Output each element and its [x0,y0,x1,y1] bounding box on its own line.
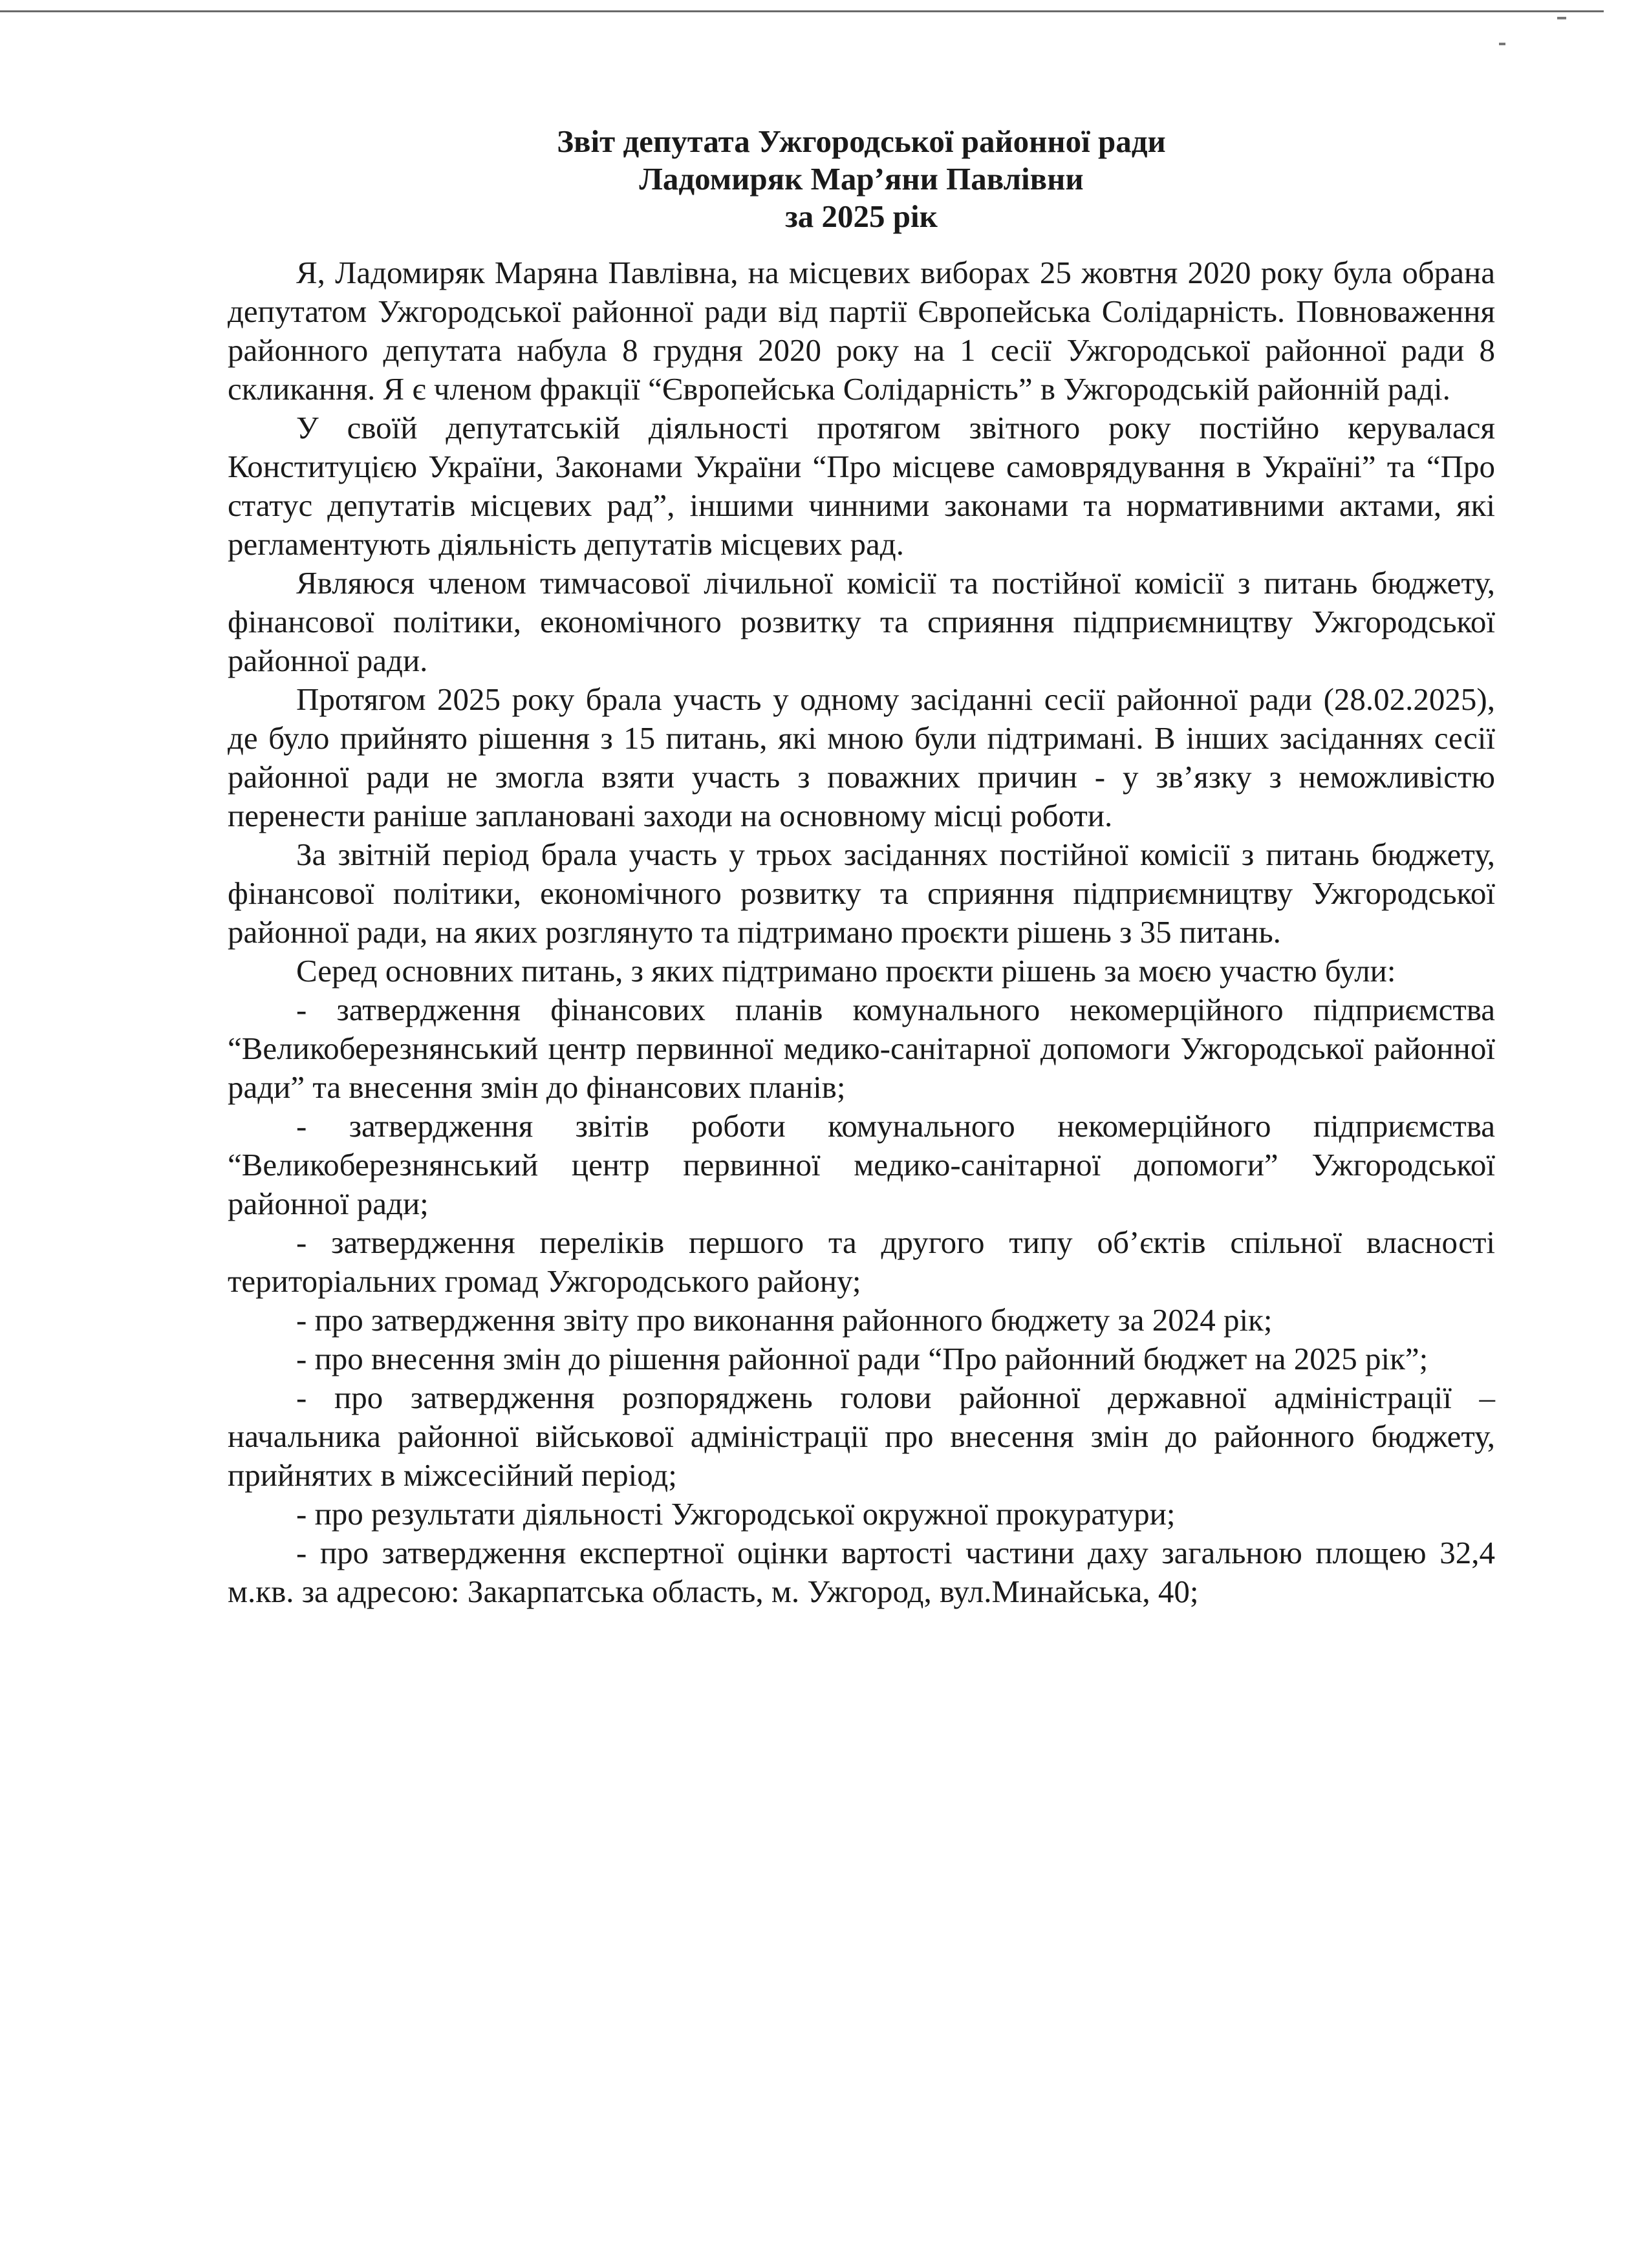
list-item: - затвердження звітів роботи комунального некомерційного підприємства “Великоберезнянський центр первинної медико-санітарної допомоги” Ужгородської районної ради; [228,1108,1495,1221]
list-item: - про результати діяльності Ужгородської окружної прокуратури; [296,1496,1176,1532]
title-line-1: Звіт депутата Ужгородської районної ради [557,123,1166,159]
list-item: - про затвердження звіту про виконання районного бюджету за 2024 рік; [296,1302,1273,1338]
issues-list [228,990,1495,1611]
list-item: - про затвердження розпоряджень голови районної державної адміністрації – начальника районної військової адміністрації про внесення змін до районного бюджету, прийнятих в міжсесійний період; [228,1380,1495,1493]
list-item: - затвердження фінансових планів комунального некомерційного підприємства “Великоберезнянський центр первинної медико-санітарної допомоги Ужгородської районної ради” та внесення змін до фінансових планів; [228,992,1495,1105]
document-body [228,253,1495,1611]
paragraph-main-issues: Серед основних питань, з яких підтримано проєкти рішень за моєю участю були: [296,953,1396,989]
title-line-3: за 2025 рік [785,198,938,234]
paragraph-legal-basis: У своїй депутатській діяльності протягом звітного року постійно керувалася Конституцією України, Законами України “Про місцеве самоврядування в Україні” та “Про статус депутатів місцевих рад”, іншими чинними законами та нормативними актами, які регламентують діяльність депутатів місцевих рад. [228,410,1495,562]
scan-mark [1499,43,1505,45]
scan-border-line [0,10,1604,12]
paragraph-committee: Являюся членом тимчасової лічильної комісії та постійної комісії з питань бюджету, фінансової політики, економічного розвитку та сприяння підприємництву Ужгородської районної ради. [228,565,1495,678]
paragraph-election: Я, Ладомиряк Маряна Павлівна, на місцевих виборах 25 жовтня 2020 року була обрана депутатом Ужгородської районної ради від партії Європейська Солідарність. Повноваження районного депутата набула 8 грудня 2020 року на 1 сесії Ужгородської районної ради 8 скликання. Я є членом фракції “Європейська Солідарність” в Ужгородській районній раді. [228,255,1495,407]
paragraph-commission-meetings: За звітній період брала участь у трьох засіданнях постійної комісії з питань бюджету, фінансової політики, економічного розвитку та сприяння підприємництву Ужгородської районної ради, на яких розглянуто та підтримано проєкти рішень з 35 питань. [228,837,1495,950]
paragraph-sessions: Протягом 2025 року брала участь у одному засіданні сесії районної ради (28.02.2025), де було прийнято рішення з 15 питань, які мною були підтримані. В інших засіданнях сесії районної ради не змогла взяти участь з поважних причин - у зв’язку з неможливістю перенести раніше заплановані заходи на основному місці роботи. [228,681,1495,833]
scan-mark [1557,17,1566,19]
document-page [228,123,1495,1611]
list-item: - затвердження переліків першого та другого типу об’єктів спільної власності територіальних громад Ужгородського району; [228,1225,1495,1299]
document-title [228,123,1495,235]
list-item: - про внесення змін до рішення районної ради “Про районний бюджет на 2025 рік”; [296,1341,1428,1376]
list-item: - про затвердження експертної оцінки вартості частини даху загальною площею 32,4 м.кв. за адресою: Закарпатська область, м. Ужгород, вул.Минайська, 40; [228,1535,1495,1609]
title-line-2: Ладомиряк Мар’яни Павлівни [639,161,1084,197]
